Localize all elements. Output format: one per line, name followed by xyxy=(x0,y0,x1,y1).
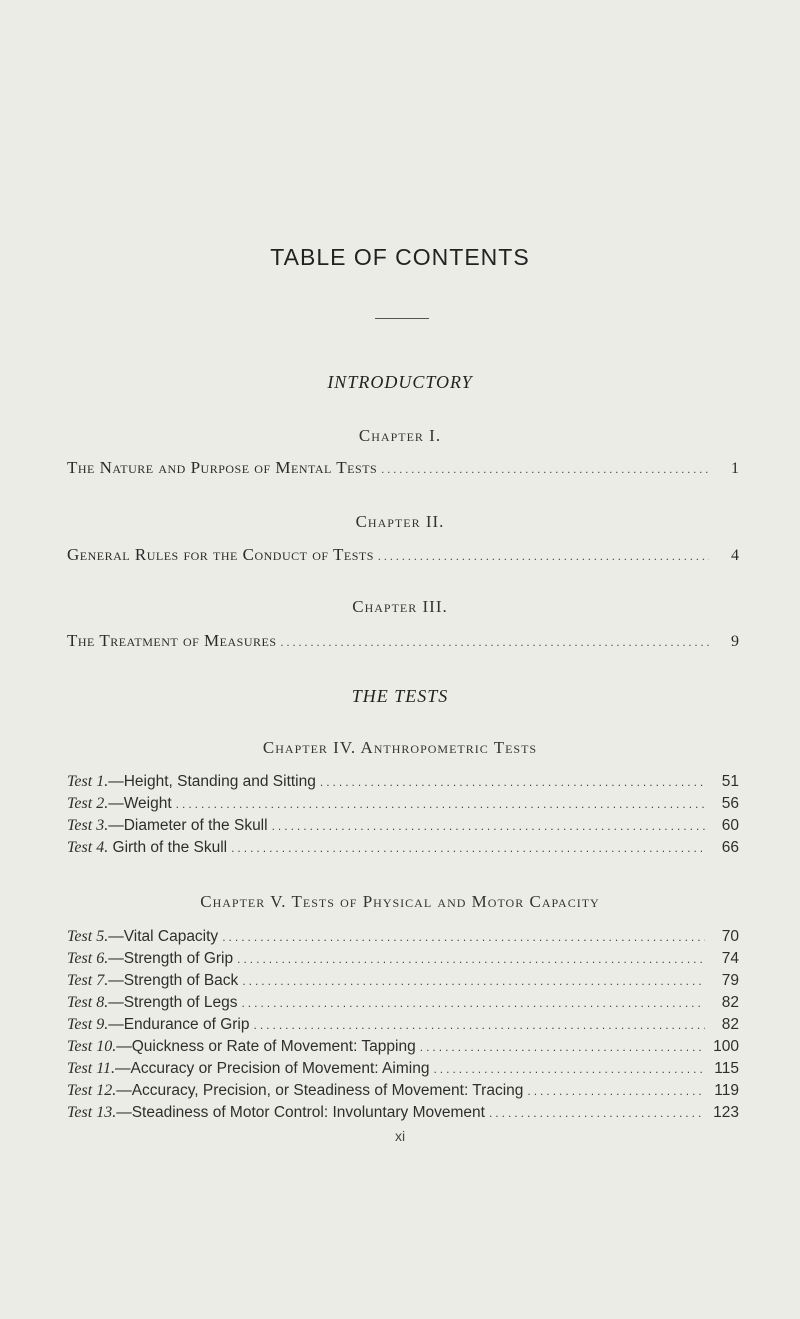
test-page: 74 xyxy=(721,950,739,967)
toc-entry-test-4[interactable] xyxy=(67,839,739,857)
test-title: Height, Standing and Sitting xyxy=(123,773,316,790)
test-number: Test 13. xyxy=(67,1104,117,1121)
toc-entry-page: 4 xyxy=(731,547,739,564)
test-number: Test 6. xyxy=(67,950,109,967)
test-title: Weight xyxy=(123,795,172,812)
page-folio: xi xyxy=(394,1128,406,1144)
test-page: 51 xyxy=(721,773,739,790)
test-title: Accuracy, Precision, or Steadiness of Movement: Tracing xyxy=(131,1082,524,1099)
chapter-heading-iv: Chapter IV. Anthropometric Tests xyxy=(262,738,538,757)
test-page: 82 xyxy=(721,994,739,1011)
toc-entry-test-3[interactable] xyxy=(67,817,739,835)
toc-entry-test-13[interactable] xyxy=(67,1104,739,1122)
separator: — xyxy=(116,1104,132,1121)
test-number: Test 7. xyxy=(67,972,109,989)
test-number: Test 11. xyxy=(67,1060,116,1077)
test-number: Test 9. xyxy=(67,1016,109,1033)
section-heading-introductory: INTRODUCTORY xyxy=(327,372,473,392)
toc-entry-test-9[interactable] xyxy=(67,1016,739,1034)
toc-entry-title: The Nature and Purpose of Mental Tests xyxy=(67,458,378,477)
test-number: Test 5. xyxy=(67,928,109,945)
separator: — xyxy=(108,972,124,989)
test-title: Endurance of Grip xyxy=(123,1016,250,1033)
toc-entry-chapter-i[interactable] xyxy=(67,458,739,478)
test-number: Test 4. xyxy=(67,839,109,856)
toc-entry-test-6[interactable] xyxy=(67,950,739,968)
leader-dots xyxy=(237,952,705,966)
test-number: Test 10. xyxy=(67,1038,117,1055)
leader-dots xyxy=(176,797,705,811)
test-page: 82 xyxy=(721,1016,739,1033)
toc-entry-chapter-ii[interactable] xyxy=(67,545,739,565)
test-page: 66 xyxy=(721,839,739,856)
leader-dots xyxy=(381,462,709,477)
test-title: Quickness or Rate of Movement: Tapping xyxy=(131,1038,416,1055)
toc-entry-title: General Rules for the Conduct of Tests xyxy=(67,545,374,564)
separator: — xyxy=(108,950,124,967)
leader-dots xyxy=(254,1018,706,1032)
leader-dots xyxy=(489,1106,705,1120)
chapter-heading-v: Chapter V. Tests of Physical and Motor Capacity xyxy=(200,892,600,911)
leader-dots xyxy=(281,635,709,650)
leader-dots xyxy=(378,549,709,564)
test-page: 56 xyxy=(721,795,739,812)
leader-dots xyxy=(242,974,705,988)
test-title: Accuracy or Precision of Movement: Aiming xyxy=(130,1060,430,1077)
test-number: Test 1. xyxy=(67,773,109,790)
toc-entry-test-12[interactable] xyxy=(67,1082,739,1100)
test-page: 70 xyxy=(721,928,739,945)
toc-entry-test-7[interactable] xyxy=(67,972,739,990)
separator: — xyxy=(108,795,124,812)
test-page: 115 xyxy=(714,1060,739,1077)
separator: — xyxy=(116,1082,132,1099)
section-heading-the-tests: THE TESTS xyxy=(351,686,449,706)
test-page: 100 xyxy=(713,1038,739,1055)
test-title: Girth of the Skull xyxy=(112,839,228,856)
test-title: Strength of Back xyxy=(123,972,239,989)
leader-dots xyxy=(420,1040,705,1054)
leader-dots xyxy=(320,775,705,789)
test-page: 123 xyxy=(713,1104,739,1121)
test-title: Steadiness of Motor Control: Involuntary Movement xyxy=(131,1104,485,1121)
toc-entry-test-10[interactable] xyxy=(67,1038,739,1056)
toc-entry-test-2[interactable] xyxy=(67,795,739,813)
toc-entry-test-1[interactable] xyxy=(67,773,739,791)
test-page: 60 xyxy=(721,817,739,834)
leader-dots xyxy=(527,1084,705,1098)
test-number: Test 3. xyxy=(67,817,109,834)
toc-entry-test-8[interactable] xyxy=(67,994,739,1012)
toc-entry-chapter-iii[interactable] xyxy=(67,631,739,651)
leader-dots xyxy=(433,1062,705,1076)
toc-entry-page: 9 xyxy=(731,633,739,650)
test-title: Strength of Grip xyxy=(123,950,234,967)
page-title: TABLE OF CONTENTS xyxy=(270,244,530,270)
toc-entry-page: 1 xyxy=(731,460,739,477)
leader-dots xyxy=(222,930,705,944)
leader-dots xyxy=(272,819,705,833)
separator: — xyxy=(108,1016,124,1033)
separator: — xyxy=(115,1060,131,1077)
title-rule xyxy=(375,318,429,319)
test-number: Test 2. xyxy=(67,795,109,812)
separator: — xyxy=(108,817,124,834)
separator: — xyxy=(108,928,124,945)
chapter-heading-i: Chapter I. xyxy=(358,426,442,445)
separator: — xyxy=(116,1038,132,1055)
toc-entry-title: The Treatment of Measures xyxy=(67,631,277,650)
test-title: Strength of Legs xyxy=(123,994,238,1011)
chapter-heading-ii: Chapter II. xyxy=(355,512,445,531)
separator: — xyxy=(108,994,124,1011)
test-page: 79 xyxy=(721,972,739,989)
toc-entry-test-11[interactable] xyxy=(67,1060,739,1078)
test-title: Vital Capacity xyxy=(123,928,219,945)
test-page: 119 xyxy=(714,1082,739,1099)
test-number: Test 12. xyxy=(67,1082,117,1099)
toc-entry-test-5[interactable] xyxy=(67,928,739,946)
test-title: Diameter of the Skull xyxy=(123,817,268,834)
test-number: Test 8. xyxy=(67,994,109,1011)
chapter-heading-iii: Chapter III. xyxy=(352,597,448,616)
separator: — xyxy=(108,773,124,790)
leader-dots xyxy=(241,996,705,1010)
leader-dots xyxy=(231,841,705,855)
